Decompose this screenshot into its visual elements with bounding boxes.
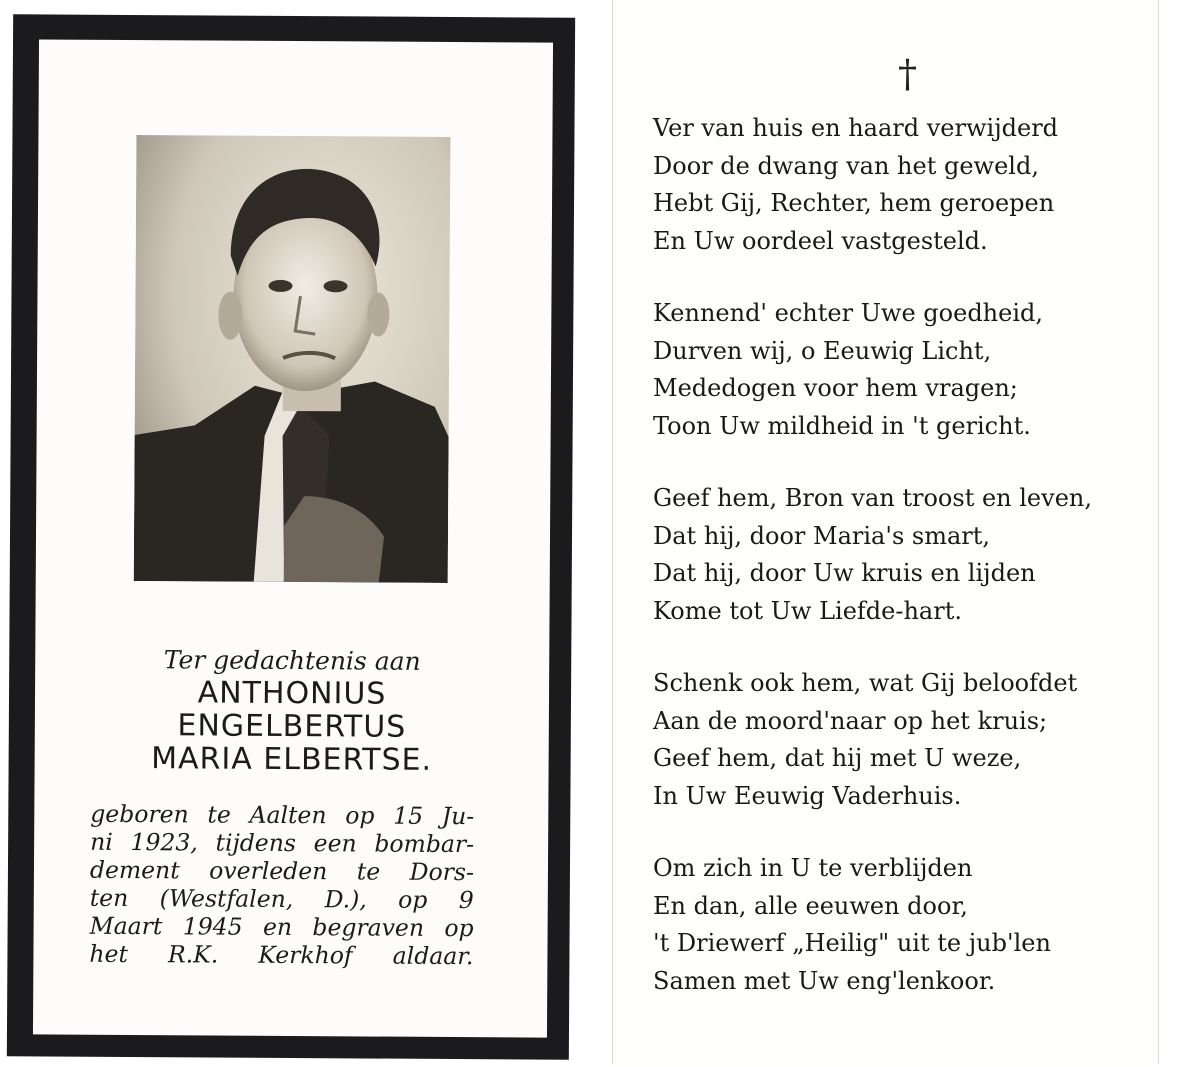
poem-line: Kome tot Uw Liefde-hart. xyxy=(653,596,962,625)
bio-line: dement overleden te Dors- xyxy=(89,855,475,887)
poem-line: 't Driewerf „Heilig" uit te jub'len xyxy=(653,929,1051,957)
poem-line: Geef hem, Bron van troost en leven, xyxy=(653,484,1092,512)
prayer-poem xyxy=(653,110,1138,1035)
bio-line: ni 1923, tijdens een bombar- xyxy=(90,827,475,859)
poem-line: Schenk ook hem, wat Gij beloofdet xyxy=(653,669,1078,697)
bio-line: geboren te Aalten op 15 Ju- xyxy=(90,799,475,831)
poem-line: En Uw oordeel vastgesteld. xyxy=(653,226,988,255)
stanza-5 xyxy=(653,850,1138,1000)
poem-line: Om zich in U te verblijden xyxy=(653,854,973,882)
portrait-photo xyxy=(134,135,451,583)
poem-line: Toon Uw mildheid in 't gericht. xyxy=(653,411,1031,440)
bio-line: ten (Westfalen, D.), op 9 xyxy=(89,883,474,915)
deceased-name-line-2: ENGELBERTUS xyxy=(177,708,407,745)
poem-line: Hebt Gij, Rechter, hem geroepen xyxy=(653,189,1055,217)
poem-line: In Uw Eeuwig Vaderhuis. xyxy=(653,781,962,810)
poem-line: Durven wij, o Eeuwig Licht, xyxy=(653,336,992,365)
poem-line: En dan, alle eeuwen door, xyxy=(653,891,968,920)
poem-line: Door de dwang van het geweld, xyxy=(653,151,1039,180)
poem-line: Dat hij, door Uw kruis en lijden xyxy=(653,559,1036,587)
stanza-4 xyxy=(653,665,1138,815)
intro-text: Ter gedachtenis aan xyxy=(163,645,421,676)
poem-line: Aan de moord'naar op het kruis; xyxy=(653,706,1048,735)
cross-icon: † xyxy=(898,52,917,96)
bio-line: Maart 1945 en begraven op xyxy=(89,911,474,943)
poem-line: Kennend' echter Uwe goedheid, xyxy=(653,299,1044,327)
poem-line: Dat hij, door Maria's smart, xyxy=(653,521,991,550)
stanza-1 xyxy=(653,110,1138,260)
biography xyxy=(89,800,474,970)
bio-line: het R.K. Kerkhof aldaar. xyxy=(89,939,474,971)
poem-line: Ver van huis en haard verwijderd xyxy=(653,114,1059,142)
deceased-name-line-1: ANTHONIUS xyxy=(197,675,387,712)
portrait-illustration xyxy=(134,135,451,583)
memorial-card-front xyxy=(7,14,575,1059)
deceased-name-line-3: MARIA ELBERTSE. xyxy=(151,741,433,778)
stanza-3 xyxy=(653,480,1138,630)
card-front-inner xyxy=(33,39,553,1037)
stanza-2 xyxy=(653,295,1138,445)
memorial-heading xyxy=(35,644,550,777)
poem-line: Geef hem, dat hij met U weze, xyxy=(653,744,1022,772)
memorial-card-back xyxy=(612,0,1159,1064)
poem-line: Samen met Uw eng'lenkoor. xyxy=(653,966,996,995)
poem-line: Mededogen voor hem vragen; xyxy=(653,374,1018,402)
